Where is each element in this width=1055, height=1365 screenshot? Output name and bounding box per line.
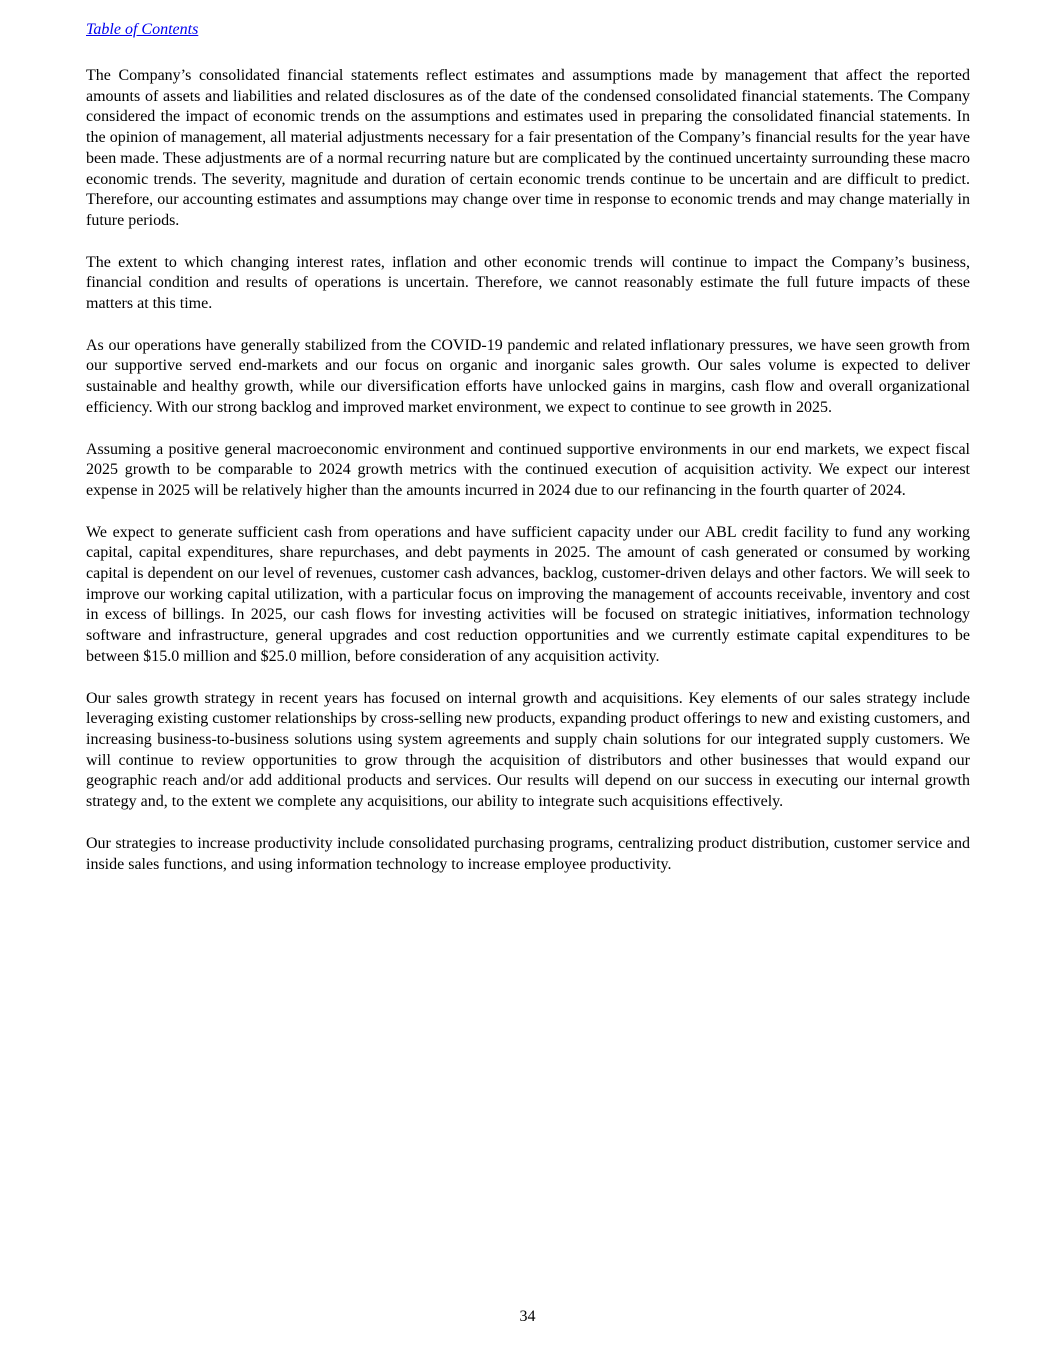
paragraph-sales-growth-strategy: Our sales growth strategy in recent years has focused on internal growth and acquisitions. Key elements of our sales strategy include leveraging existing customer relationships by cross-selling new products, expanding product offerings to new and existing customers, and increasing business-to-business solutions using system agreements and supply chain solutions for our integrated supply customers. We will continue to review opportunities to grow through the acquisition of distributors and other businesses that would expand our geographic reach and/or add additional products and services. Our results will depend on our success in executing our internal growth strategy and, to the extent we complete any acquisitions, our ability to integrate such acquisitions effectively. [86,689,970,811]
paragraph-productivity-strategy: Our strategies to increase productivity include consolidated purchasing programs, centralizing product distribution, customer service and inside sales functions, and using information technology to increase employee productivity. [86,834,970,873]
document-body [86,66,970,896]
paragraph-operations-outlook: As our operations have generally stabilized from the COVID-19 pandemic and related inflationary pressures, we have seen growth from our supportive served end-markets and our focus on organic and inorganic sales growth. Our sales volume is expected to deliver sustainable and healthy growth, while our diversification efforts have unlocked gains in margins, cash flow and overall organizational efficiency. With our strong backlog and improved market environment, we expect to continue to see growth in 2025. [86,336,970,416]
paragraph-estimates-assumptions: The Company’s consolidated financial statements reflect estimates and assumptions made by management that affect the reported amounts of assets and liabilities and related disclosures as of the date of the condensed consolidated financial statements. The Company considered the impact of economic trends on the assumptions and estimates used in preparing the consolidated financial statements. In the opinion of management, all material adjustments necessary for a fair presentation of the Company’s financial results for the year have been made. These adjustments are of a normal recurring nature but are complicated by the continued uncertainty surrounding these macro economic trends. The severity, magnitude and duration of certain economic trends continue to be uncertain and are difficult to predict. Therefore, our accounting estimates and assumptions may change over time in response to economic trends and may change materially in future periods. [86,67,970,229]
paragraph-growth-expectations: Assuming a positive general macroeconomic environment and continued supportive environments in our end markets, we expect fiscal 2025 growth to be comparable to 2024 growth metrics with the continued execution of acquisition activity. We expect our interest expense in 2025 will be relatively higher than the amounts incurred in 2024 due to our refinancing in the fourth quarter of 2024. [86,440,970,499]
page-number: 34 [519,1308,536,1325]
paragraph-cash-liquidity: We expect to generate sufficient cash from operations and have sufficient capacity under our ABL credit facility to fund any working capital, capital expenditures, share repurchases, and debt payments in 2025. The amount of cash generated or consumed by working capital is dependent on our level of revenues, customer cash advances, backlog, customer-driven delays and other factors. We will seek to improve our working capital utilization, with a particular focus on improving the management of accounts receivable, inventory and cost in excess of billings. In 2025, our cash flows for investing activities will be focused on strategic initiatives, information technology software and infrastructure, general upgrades and cost reduction opportunities and we currently estimate capital expenditures to be between $15.0 million and $25.0 million, before consideration of any acquisition activity. [86,523,970,665]
table-of-contents-link[interactable]: Table of Contents [86,21,199,38]
paragraph-economic-impact: The extent to which changing interest rates, inflation and other economic trends will continue to impact the Company’s business, financial condition and results of operations is uncertain. Therefore, we cannot reasonably estimate the full future impacts of these matters at this time. [86,253,970,313]
